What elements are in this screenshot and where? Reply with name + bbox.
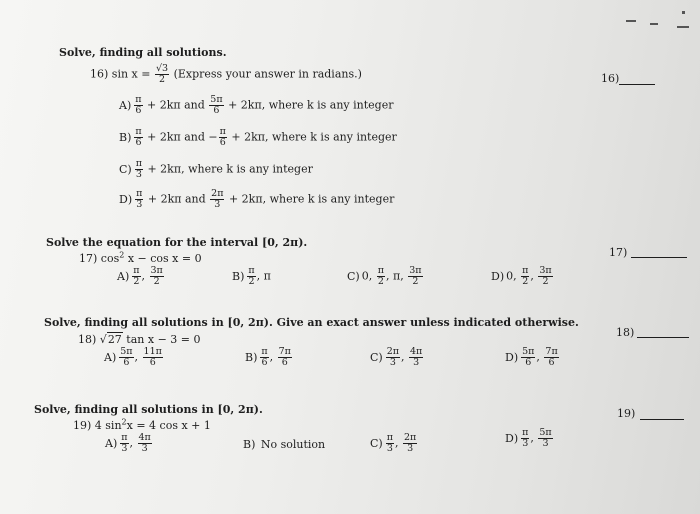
option-16d[interactable]: D) $\frac{\pi}{3}$ + 2kπ and $\frac{2\pi}{3}$ + 2kπ, where k is any integer [119, 188, 395, 210]
equation-lhs: sin x = [111, 67, 154, 81]
option-18a[interactable]: A) $\frac{5\pi}{6}$ , $\frac{11\pi}{6}$ [104, 346, 162, 368]
section-heading: Solve, finding all solutions. [59, 46, 227, 59]
question-19: 19) 4 $\sin^2x = 4$ cos x + 1 [73, 417, 211, 432]
answer-label: 19) [617, 407, 636, 420]
option-17c[interactable]: C) 0, $\frac{\pi}{2}$ , π, $\frac{3\pi}{2}$ [347, 265, 422, 287]
option-19b[interactable]: B) No solution [243, 438, 326, 451]
option-17b[interactable]: B) $\frac{\pi}{2}$ , π [232, 265, 271, 287]
corner-mark [677, 26, 689, 28]
option-19c[interactable]: C) $\frac{\pi}{3}$ , $\frac{2\pi}{3}$ [370, 432, 417, 454]
answer-label: 17) [609, 246, 628, 259]
option-19d[interactable]: D) $\frac{\pi}{3}$ , $\frac{5\pi}{3}$ [505, 427, 552, 449]
answer-label: 18) [616, 326, 635, 339]
option-19a[interactable]: A) $\frac{\pi}{3}$ , $\frac{4\pi}{3}$ [105, 432, 151, 454]
fraction: $\frac{√3}{2}$ [155, 63, 169, 85]
corner-mark [626, 20, 636, 22]
section-heading: Solve, finding all solutions in [0, 2π). Give an exact answer unless indicated otherwise. [44, 316, 579, 329]
instruction: (Express your answer in radians.) [173, 67, 362, 81]
option-18c[interactable]: C) $\frac{2\pi}{3}$ , $\frac{4\pi}{3}$ [370, 346, 423, 368]
option-16b[interactable]: B) $\frac{\pi}{6}$ + 2kπ and − $\frac{\pi}{6}$ + 2kπ, where k is any integer [119, 126, 397, 148]
answer-label: 16) [601, 72, 620, 85]
answer-blank[interactable] [619, 84, 655, 85]
question-18: 18) √27 tan x − 3 = 0 [78, 333, 201, 346]
answer-blank[interactable] [631, 257, 687, 258]
option-18d[interactable]: D) $\frac{5\pi}{6}$ , $\frac{7\pi}{6}$ [505, 346, 558, 368]
option-17d[interactable]: D) 0, $\frac{\pi}{2}$ , $\frac{3\pi}{2}$ [491, 265, 552, 287]
corner-mark [682, 11, 685, 14]
option-18b[interactable]: B) $\frac{\pi}{6}$ , $\frac{7\pi}{6}$ [245, 346, 291, 368]
question-17: 17) $\cos^2 x - \cos x = 0$ [79, 250, 202, 265]
option-17a[interactable]: A) $\frac{\pi}{2}$ , $\frac{3\pi}{2}$ [117, 265, 163, 287]
section-heading: Solve, finding all solutions in [0, 2π). [34, 403, 263, 416]
option-16a[interactable]: A) $\frac{\pi}{6}$ + 2kπ and $\frac{5\pi}{6}$ + 2kπ, where k is any integer [119, 94, 394, 116]
option-16c[interactable]: C) $\frac{\pi}{3}$ + 2kπ, where k is any integer [119, 158, 313, 180]
question-16 [90, 64, 362, 85]
answer-blank[interactable] [640, 419, 684, 420]
corner-mark [650, 23, 658, 25]
answer-blank[interactable] [637, 337, 689, 338]
section-heading: Solve the equation for the interval [0, 2π). [46, 236, 308, 249]
question-number: 16) [90, 67, 109, 81]
